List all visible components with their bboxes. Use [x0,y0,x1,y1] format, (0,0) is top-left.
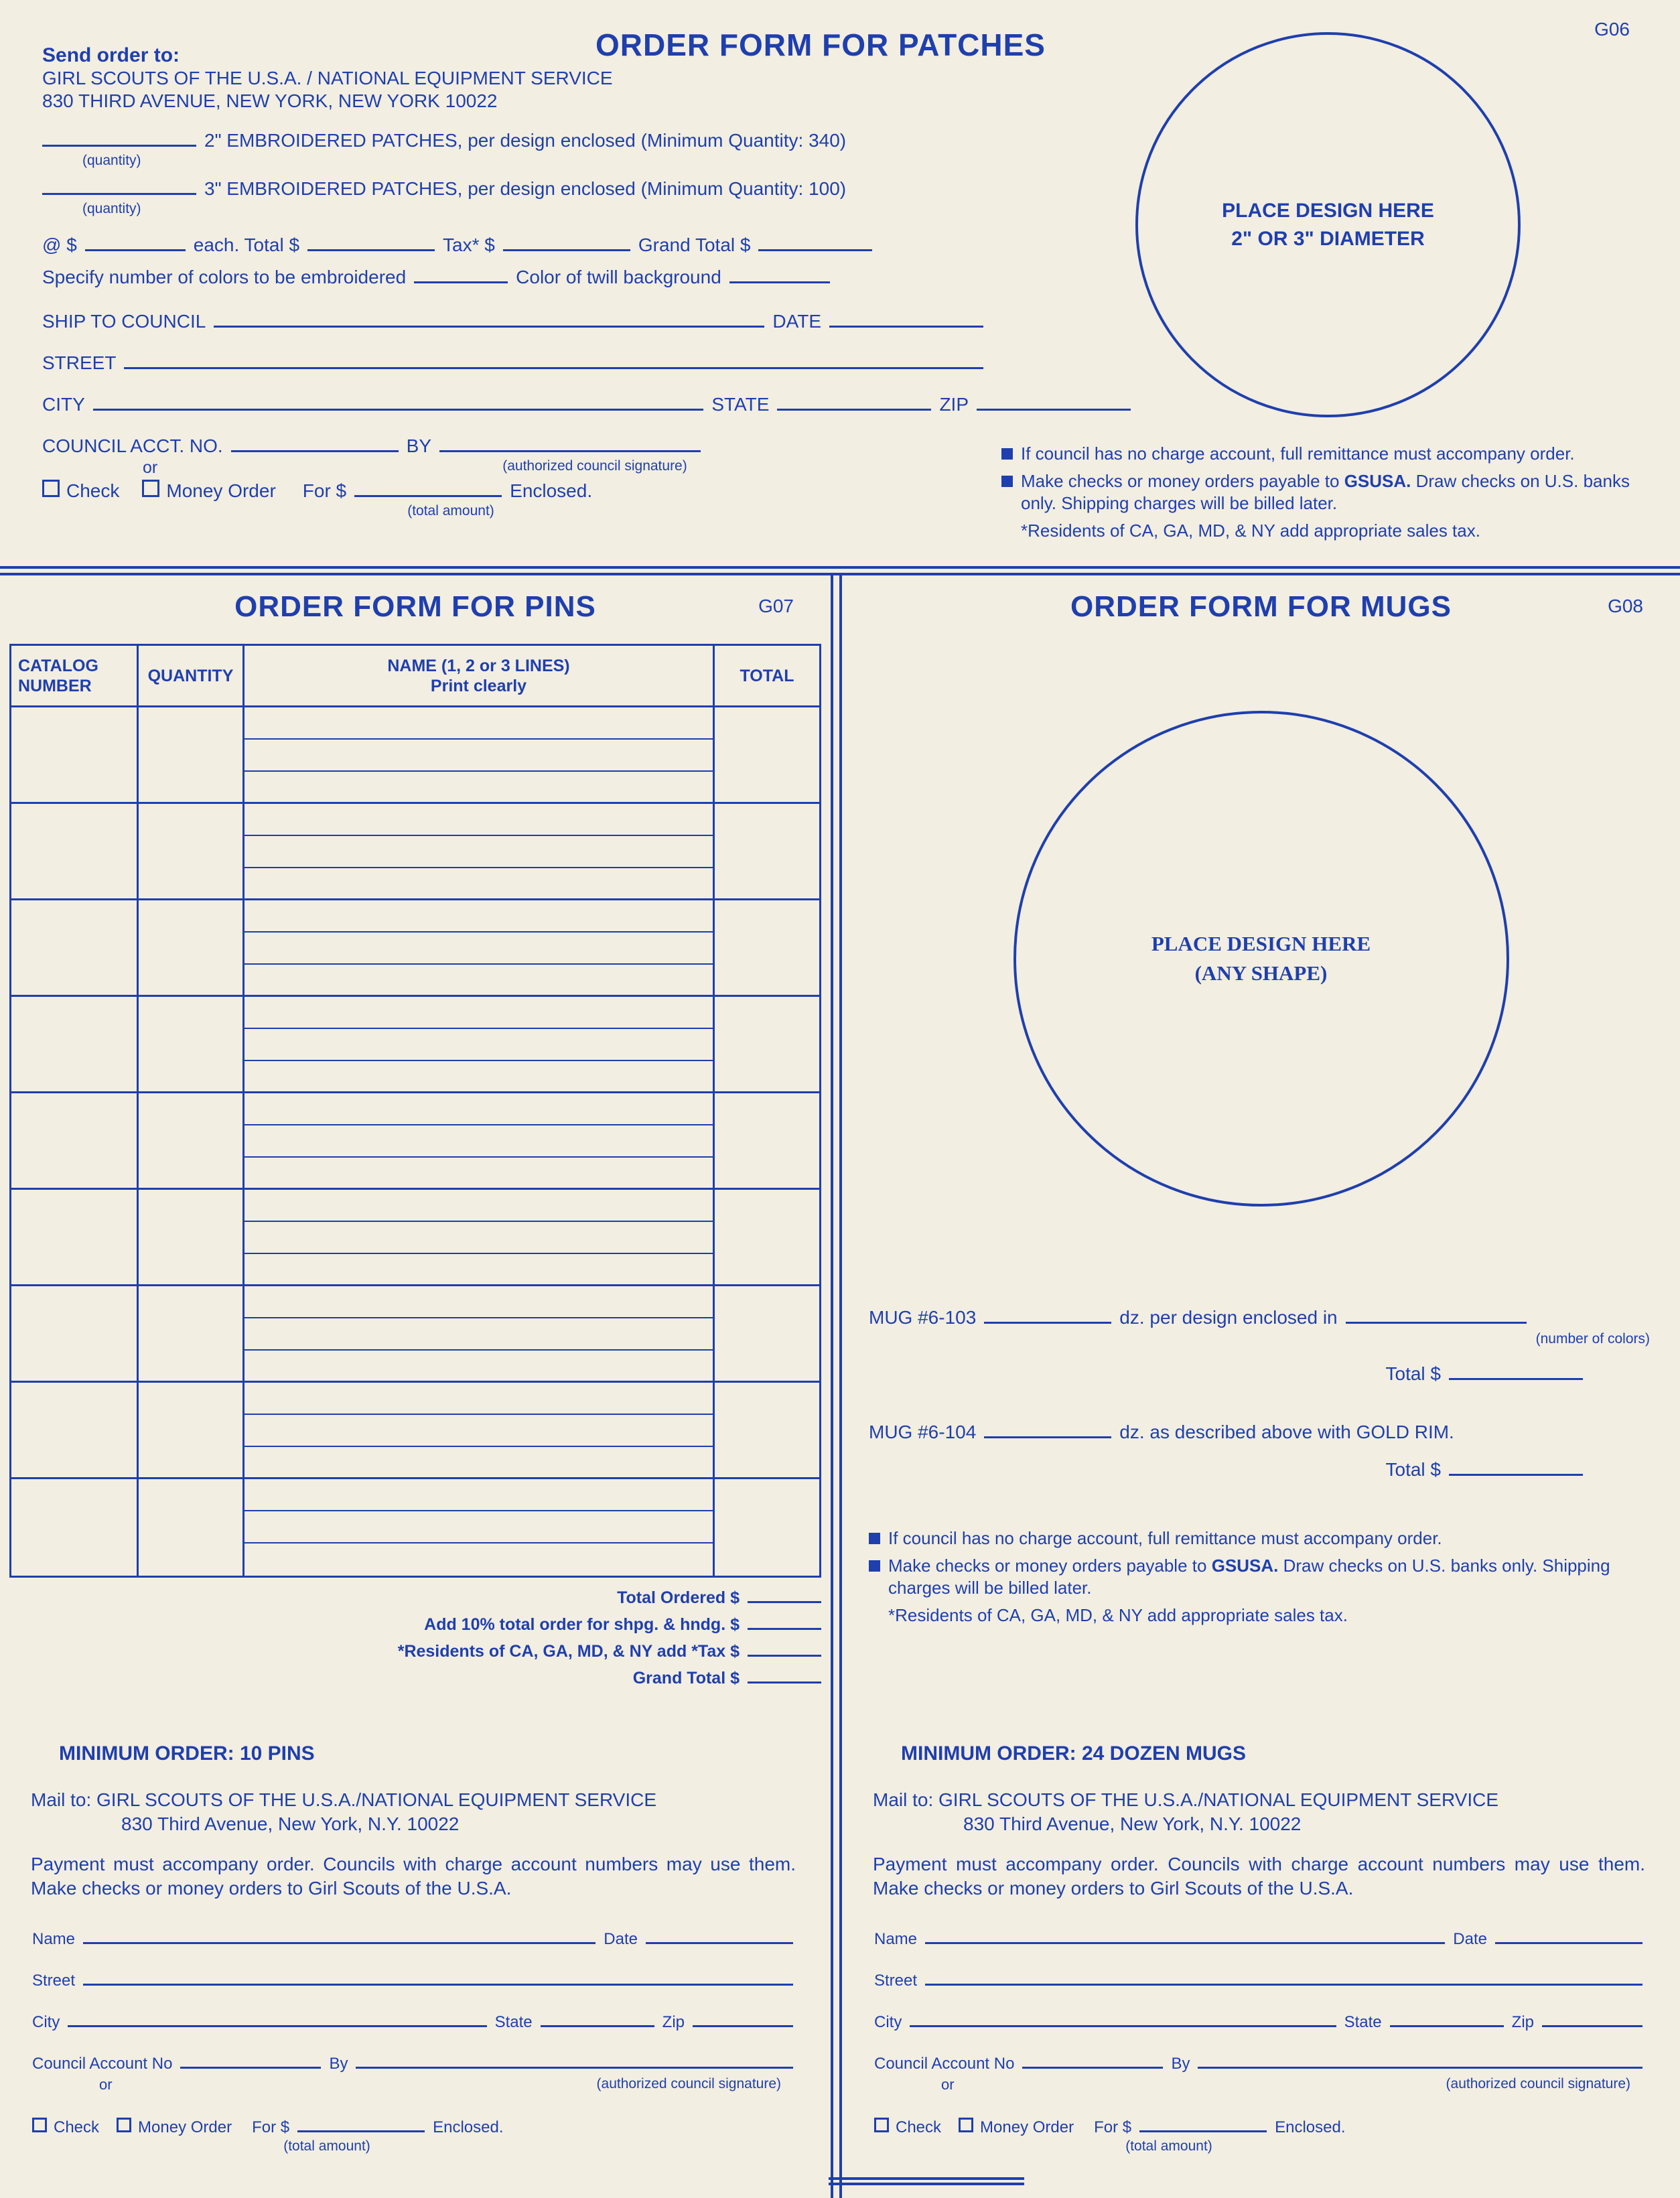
quantity-cell[interactable] [139,707,244,802]
name-cell[interactable] [244,1479,715,1576]
mug-6103-total-field[interactable] [1449,1373,1583,1380]
street-label: Street [874,1972,918,1990]
name-write-line[interactable] [244,1158,713,1190]
table-row [11,1479,819,1576]
enclosed-label: Enclosed. [1275,2118,1346,2136]
total-label: Total $ [1385,1363,1441,1384]
name-write-line[interactable] [244,1543,713,1576]
catalog-number-cell[interactable] [11,1383,139,1477]
check-label: Check [66,480,120,501]
check-label: Check [54,2118,100,2136]
mug-6104-qty-field[interactable] [984,1432,1111,1438]
note-checks-text: Make checks or money orders payable to GSUSA. Draw checks on U.S. banks only. Shipping charges will be billed later. [1021,471,1630,513]
total-ordered-row [0,1588,821,1608]
pins-mailto [31,1788,831,1836]
grand-total-field[interactable] [748,1677,821,1684]
total-amount-caption: (total amount) [1125,2138,1212,2154]
name-cell[interactable] [244,1286,715,1381]
table-row [11,804,819,900]
mug-6104-row [869,1422,1653,1443]
mugs-upper [842,590,1680,1729]
name-row [32,1930,801,1949]
ship-to-council-field[interactable] [214,321,764,328]
money-order-checkbox[interactable] [142,480,159,497]
mug-design-circle [1013,711,1509,1207]
amount-field[interactable] [1139,2126,1267,2132]
name-write-line[interactable] [244,1029,713,1061]
zip-label: Zip [662,2013,685,2031]
tax-label: *Residents of CA, GA, MD, & NY add *Tax $ [397,1642,740,1661]
quantity-cell[interactable] [139,1383,244,1477]
price-at-label: @ $ [42,234,77,255]
name-write-line[interactable] [244,772,713,804]
catalog-number-cell[interactable] [11,1093,139,1188]
by-label: By [329,2055,348,2073]
note-remittance [1001,443,1655,465]
quantity-cell[interactable] [139,1190,244,1284]
quantity-3in-field[interactable] [42,188,196,195]
street-field[interactable] [925,1979,1642,1986]
name-label: Name [874,1930,918,1948]
name-write-line[interactable] [244,1254,713,1286]
pins-payment-note: Payment must accompany order. Councils with charge account numbers may use them. Make checks or money orders to Girl Scouts of the U.S.A. [31,1854,796,1899]
city-row [32,2013,801,2032]
catalog-number-cell[interactable] [11,900,139,995]
date-field[interactable] [646,1937,793,1944]
mugs-mailto [873,1788,1680,1836]
mug-6103-label: MUG #6-103 [869,1307,977,1328]
street-field[interactable] [124,362,983,369]
council-acct-row [42,435,1139,457]
money-order-label: Money Order [166,480,276,501]
tax-label: Tax* $ [443,234,495,255]
patches-price-row [42,234,1139,256]
city-field[interactable] [68,2020,486,2027]
mugs-title: ORDER FORM FOR MUGS [1070,590,1452,623]
mailto-line2: 830 Third Avenue, New York, N.Y. 10022 [121,1813,460,1834]
for-amount-label: For $ [1094,2118,1132,2136]
name-write-line[interactable] [244,740,713,772]
note-sales-tax: *Residents of CA, GA, MD, & NY add appropriate sales tax. [888,1605,1348,1625]
name-write-line[interactable] [244,868,713,900]
council-account-field[interactable] [180,2062,321,2069]
name-label: Name [32,1930,76,1948]
total-ordered-label: Total Ordered $ [617,1588,740,1607]
note-remittance-text: If council has no charge account, full remittance must accompany order. [888,1528,1442,1548]
by-label: BY [406,435,432,456]
catalog-number-cell[interactable] [11,997,139,1091]
pins-totals [0,1588,821,1688]
name-write-line[interactable] [244,997,713,1029]
name-cell[interactable] [244,1093,715,1188]
pins-minimum-order: MINIMUM ORDER: 10 PINS [59,1742,315,1765]
total-ordered-field[interactable] [748,1596,821,1603]
name-write-line[interactable] [244,1125,713,1158]
city-label: CITY [42,394,85,415]
money-order-label: Money Order [980,2118,1074,2136]
place-design-label: PLACE DESIGN HERE [1151,932,1371,955]
date-label: Date [1453,1930,1487,1948]
street-row [42,352,991,374]
name-write-line[interactable] [244,1222,713,1254]
catalog-number-cell[interactable] [11,707,139,802]
quantity-caption: (quantity) [82,201,141,216]
square-bullet-icon [1001,448,1013,460]
state-field[interactable] [777,404,931,411]
pins-order-table [9,644,821,1578]
quantity-2in-field[interactable] [42,140,196,147]
ship-to-row [42,311,991,332]
money-order-checkbox[interactable] [959,2118,973,2132]
mug-6104-text: dz. as described above with GOLD RIM. [1119,1422,1454,1442]
quantity-cell[interactable] [139,804,244,898]
twill-background-label: Color of twill background [516,267,721,287]
grand-total-label: Grand Total $ [632,1669,740,1688]
mugs-notes [869,1527,1643,1627]
name-header: NAME (1, 2 or 3 LINES) Print clearly [244,646,715,705]
total-cell[interactable] [715,1479,819,1576]
total-cell[interactable] [715,707,819,802]
name-write-line[interactable] [244,1061,713,1093]
amount-field[interactable] [354,490,502,497]
mugs-minimum-order: MINIMUM ORDER: 24 DOZEN MUGS [901,1742,1247,1765]
catalog-number-cell[interactable] [11,1479,139,1576]
by-label: By [1171,2055,1190,2073]
date-field[interactable] [1495,1937,1642,1944]
twill-background-field[interactable] [729,277,830,283]
street-row [874,1972,1651,1990]
note-remittance [869,1527,1643,1550]
patches-2in-row [42,130,1139,151]
council-acct-label: COUNCIL ACCT. NO. [42,435,223,456]
mugs-footer-fields [874,1930,1651,2154]
quantity-cell[interactable] [139,997,244,1091]
for-amount-label: For $ [302,480,347,501]
mugs-order-form [842,575,1680,2198]
zip-field[interactable] [1542,2020,1642,2027]
mugs-payment-note: Payment must accompany order. Councils with charge account numbers may use them. Make checks or money orders to Girl Scouts of the U.S.A. [873,1854,1645,1899]
name-write-line[interactable] [244,707,713,740]
number-of-colors-caption: (number of colors) [1535,1331,1650,1347]
city-row [874,2013,1651,2032]
state-field[interactable] [541,2020,654,2027]
name-cell[interactable] [244,997,715,1091]
pins-title-row [0,590,831,630]
signature-caption-row [874,2076,1651,2095]
pins-footer-fields [32,1930,801,2154]
form-code-g07: G07 [758,596,794,616]
tax-field[interactable] [748,1650,821,1657]
tax-row [0,1642,821,1661]
lower-forms [0,575,1680,2198]
total-cell[interactable] [715,804,819,898]
patches-order-form [0,0,1680,566]
square-bullet-icon [1001,476,1013,487]
vertical-section-divider [831,575,842,2198]
name-field[interactable] [925,1937,1445,1944]
street-label: Street [32,1972,76,1990]
zip-field[interactable] [693,2020,793,2027]
shipping-handling-label: Add 10% total order for shpg. & hndg. $ [424,1615,740,1634]
name-write-line[interactable] [244,1286,713,1318]
name-write-line[interactable] [244,836,713,868]
patches-form-body [42,44,1139,519]
name-cell[interactable] [244,1190,715,1284]
org-name: GIRL SCOUTS OF THE U.S.A. / NATIONAL EQUIPMENT SERVICE [42,68,613,88]
check-label: Check [896,2118,942,2136]
name-write-line[interactable] [244,1318,713,1351]
state-label: State [494,2013,533,2031]
table-row [11,1190,819,1286]
for-amount-label: For $ [252,2118,290,2136]
name-write-line[interactable] [244,1351,713,1383]
grand-total-row [0,1669,821,1688]
mailto-line1: Mail to: GIRL SCOUTS OF THE U.S.A./NATIONAL EQUIPMENT SERVICE [873,1789,1499,1810]
tax-field[interactable] [503,245,630,251]
send-order-to-label: Send order to: [42,44,180,66]
quantity-cell[interactable] [139,1286,244,1381]
check-checkbox[interactable] [874,2118,889,2132]
name-write-line[interactable] [244,1093,713,1125]
total-label: Total $ [1385,1459,1441,1480]
enclosed-label: Enclosed. [433,2118,504,2136]
name-write-line[interactable] [244,1511,713,1543]
by-signature-field[interactable] [439,445,701,452]
note-checks [869,1555,1643,1599]
council-account-row [32,2055,801,2073]
authorized-signature-caption: (authorized council signature) [502,458,687,474]
authorized-signature-caption: (authorized council signature) [1446,2076,1630,2091]
name-field[interactable] [83,1937,596,1944]
name-write-line[interactable] [244,1190,713,1222]
total-cell[interactable] [715,1093,819,1188]
patches-2in-label: 2" EMBROIDERED PATCHES, per design enclosed (Minimum Quantity: 340) [204,130,847,151]
patches-colors-row [42,267,1139,288]
mug-6104-total-field[interactable] [1449,1469,1583,1476]
price-total-label: each. Total $ [193,234,300,255]
city-label: City [32,2013,60,2031]
org-address: 830 THIRD AVENUE, NEW YORK, NEW YORK 10022 [42,90,498,111]
total-cell[interactable] [715,997,819,1091]
payment-method-row [874,2118,1651,2137]
shipping-handling-field[interactable] [748,1623,821,1630]
name-cell[interactable] [244,900,715,995]
by-signature-field[interactable] [356,2062,793,2069]
signature-caption-row [42,458,1139,478]
name-cell[interactable] [244,804,715,898]
quantity-header: QUANTITY [139,646,244,705]
zip-label: Zip [1511,2013,1534,2031]
money-order-checkbox[interactable] [117,2118,131,2132]
name-write-line[interactable] [244,933,713,965]
city-field[interactable] [910,2020,1336,2027]
total-cell[interactable] [715,1286,819,1381]
date-label: DATE [772,311,821,332]
city-row [42,394,1139,415]
patches-3in-label: 3" EMBROIDERED PATCHES, per design enclosed (Minimum Quantity: 100) [204,178,847,199]
signature-caption-row [32,2076,801,2095]
place-design-label: PLACE DESIGN HERE [1222,199,1434,222]
patches-notes [1001,443,1655,542]
table-row [11,997,819,1093]
mug-6103-qty-field[interactable] [984,1317,1111,1324]
mug-6104-label: MUG #6-104 [869,1422,977,1442]
zip-label: ZIP [939,394,969,415]
check-checkbox[interactable] [42,480,60,497]
quantity-cell[interactable] [139,1093,244,1188]
table-row [11,1286,819,1383]
note-checks [1001,470,1655,514]
name-write-line[interactable] [244,1383,713,1415]
or-label: or [941,2076,955,2093]
name-write-line[interactable] [244,1447,713,1479]
mug-6104-total-row [842,1459,1583,1481]
or-label: or [143,458,158,477]
total-cell[interactable] [715,900,819,995]
table-row [11,1093,819,1190]
note-checks-text: Make checks or money orders payable to GSUSA. Draw checks on U.S. banks only. Shipping charges will be billed later. [888,1556,1610,1598]
embroidered-colors-field[interactable] [414,277,508,283]
council-acct-field[interactable] [231,445,399,452]
design-diameter-label: 2" OR 3" DIAMETER [1231,227,1425,250]
street-row [32,1972,801,1990]
money-order-label: Money Order [138,2118,232,2136]
payment-method-row [42,480,1139,502]
square-bullet-icon [869,1560,880,1572]
catalog-number-cell[interactable] [11,1190,139,1284]
shipping-handling-row [0,1615,821,1635]
patches-3in-row [42,178,1139,200]
quantity-cell[interactable] [139,900,244,995]
mugs-title-row [842,590,1680,630]
total-cell[interactable] [715,1190,819,1284]
enclosed-label: Enclosed. [510,480,593,501]
date-label: Date [604,1930,638,1948]
horizontal-section-divider [0,566,1680,575]
pins-upper [0,590,831,1729]
mug-6103-text: dz. per design enclosed in [1119,1307,1338,1328]
form-code-g06: G06 [1594,19,1630,40]
embroidered-colors-label: Specify number of colors to be embroidered [42,267,407,287]
council-account-label: Council Account No [32,2055,173,2073]
table-row [11,707,819,804]
catalog-number-header: CATALOG NUMBER [11,646,139,705]
city-label: City [874,2013,902,2031]
state-label: State [1344,2013,1382,2031]
catalog-number-cell[interactable] [11,804,139,898]
total-amount-caption: (total amount) [283,2138,370,2154]
price-each-field[interactable] [85,245,186,251]
patch-design-circle [1135,32,1521,417]
date-field[interactable] [829,321,983,328]
amount-field[interactable] [297,2126,425,2132]
pins-title: ORDER FORM FOR PINS [234,590,596,623]
name-write-line[interactable] [244,965,713,997]
grand-total-label: Grand Total $ [638,234,751,255]
city-field[interactable] [93,404,704,411]
state-field[interactable] [1390,2020,1504,2027]
council-account-row [874,2055,1651,2073]
square-bullet-icon [869,1533,880,1544]
grand-total-field[interactable] [758,245,872,251]
mug-6103-total-row [842,1363,1583,1385]
name-write-line[interactable] [244,900,713,933]
note-sales-tax: *Residents of CA, GA, MD, & NY add appropriate sales tax. [1021,521,1480,541]
mug-6103-row [869,1307,1653,1328]
council-account-field[interactable] [1022,2062,1163,2069]
name-write-line[interactable] [244,804,713,836]
street-field[interactable] [83,1979,793,1986]
patches-right-panel [1001,12,1655,542]
quantity-caption: (quantity) [82,153,141,168]
quantity-cell[interactable] [139,1479,244,1576]
note-remittance-text: If council has no charge account, full remittance must accompany order. [1021,443,1575,464]
mailto-line2: 830 Third Avenue, New York, N.Y. 10022 [963,1813,1302,1834]
total-field[interactable] [307,245,435,251]
total-amount-caption: (total amount) [407,503,494,519]
bottom-edge-mark [829,2177,1024,2185]
payment-method-row [32,2118,801,2137]
any-shape-label: (ANY SHAPE) [1194,961,1328,985]
state-label: STATE [711,394,770,415]
total-header: TOTAL [740,666,794,685]
or-label: or [99,2076,113,2093]
name-write-line[interactable] [244,1479,713,1511]
name-cell[interactable] [244,707,715,802]
form-code-g08: G08 [1608,596,1643,616]
authorized-signature-caption: (authorized council signature) [596,2076,781,2091]
name-cell[interactable] [244,1383,715,1477]
patches-title: ORDER FORM FOR PATCHES [596,27,1046,62]
mug-6103-colors-field[interactable] [1346,1317,1527,1324]
council-account-label: Council Account No [874,2055,1015,2073]
pins-order-form [0,575,831,2198]
ship-to-council-label: SHIP TO COUNCIL [42,311,206,332]
by-signature-field[interactable] [1198,2062,1642,2069]
pins-table-header [11,646,819,707]
catalog-number-cell[interactable] [11,1286,139,1381]
name-row [874,1930,1651,1949]
check-checkbox[interactable] [32,2118,47,2132]
table-row [11,1383,819,1479]
street-label: STREET [42,352,117,373]
name-write-line[interactable] [244,1415,713,1447]
total-cell[interactable] [715,1383,819,1477]
table-row [11,900,819,997]
mailto-line1: Mail to: GIRL SCOUTS OF THE U.S.A./NATIONAL EQUIPMENT SERVICE [31,1789,657,1810]
